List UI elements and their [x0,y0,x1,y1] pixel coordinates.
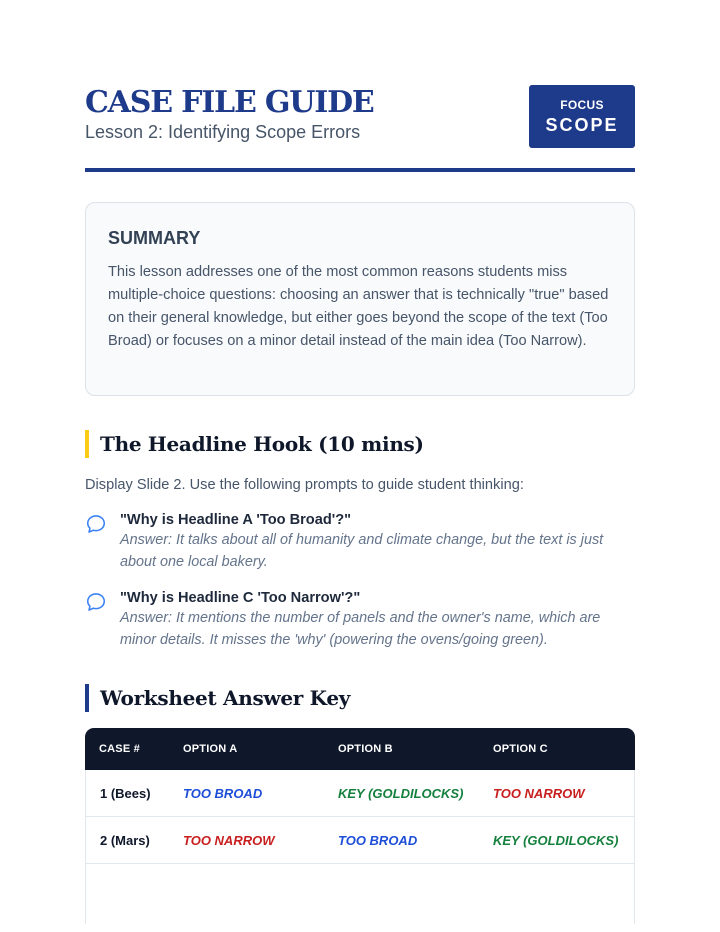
page-subtitle: Lesson 2: Identifying Scope Errors [85,122,361,142]
empty-cell [324,864,479,924]
chat-bubble-icon [85,513,107,535]
summary-box [85,202,635,396]
focus-value: SCOPE [545,115,619,135]
table-row [85,770,635,817]
empty-cell [85,864,169,924]
answer-tag-too-narrow: TOO NARROW [169,817,324,864]
page-header [85,0,635,172]
focus-badge [529,85,635,148]
answer-tag-key: KEY (GOLDILOCKS) [324,770,479,817]
answer-tag-key: KEY (GOLDILOCKS) [479,817,635,864]
chat-bubble-icon [85,591,107,613]
case-cell: 1 (Bees) [85,770,169,817]
lesson-guide-page [85,0,635,848]
answer-tag-too-broad: TOO BROAD [169,770,324,817]
prompt-question: "Why is Headline C 'Too Narrow'?" [120,590,361,606]
summary-heading: SUMMARY [108,228,201,248]
header-divider [85,168,635,172]
answer-tag-too-narrow: TOO NARROW [479,770,635,817]
summary-text: This lesson addresses one of the most common reasons students miss multiple-choice questions: choosing an answer that is technically "true" based on their general knowledge, but either goes beyond the scope of the text (Too Broad) or focuses on a minor detail instead of the main idea (Too Narrow). [108,264,609,349]
column-header-case: CASE # [85,728,169,770]
prompt-question: "Why is Headline A 'Too Broad'?" [120,512,352,528]
focus-label: FOCUS [560,98,604,112]
headline-hook-intro: Display Slide 2. Use the following prompts to guide student thinking: [85,477,524,493]
answer-tag-too-broad: TOO BROAD [324,817,479,864]
page-title: CASE FILE GUIDE [85,85,374,120]
headline-hook-heading: The Headline Hook (10 mins) [85,430,424,458]
table-row-empty [85,864,635,924]
case-cell: 2 (Mars) [85,817,169,864]
table-row [85,817,635,864]
empty-cell [479,864,635,924]
table-header-row [85,728,635,770]
column-header-option-a: OPTION A [169,728,324,770]
answer-key-heading: Worksheet Answer Key [85,684,350,712]
column-header-option-b: OPTION B [324,728,479,770]
answer-key-table [85,728,635,924]
column-header-option-c: OPTION C [479,728,635,770]
prompt-answer: Answer: It mentions the number of panels and the owner's name, which are minor details. It misses the 'why' (powering the ovens/going green). [120,610,601,648]
prompt-answer: Answer: It talks about all of humanity and climate change, but the text is just about one local bakery. [120,532,604,570]
empty-cell [169,864,324,924]
